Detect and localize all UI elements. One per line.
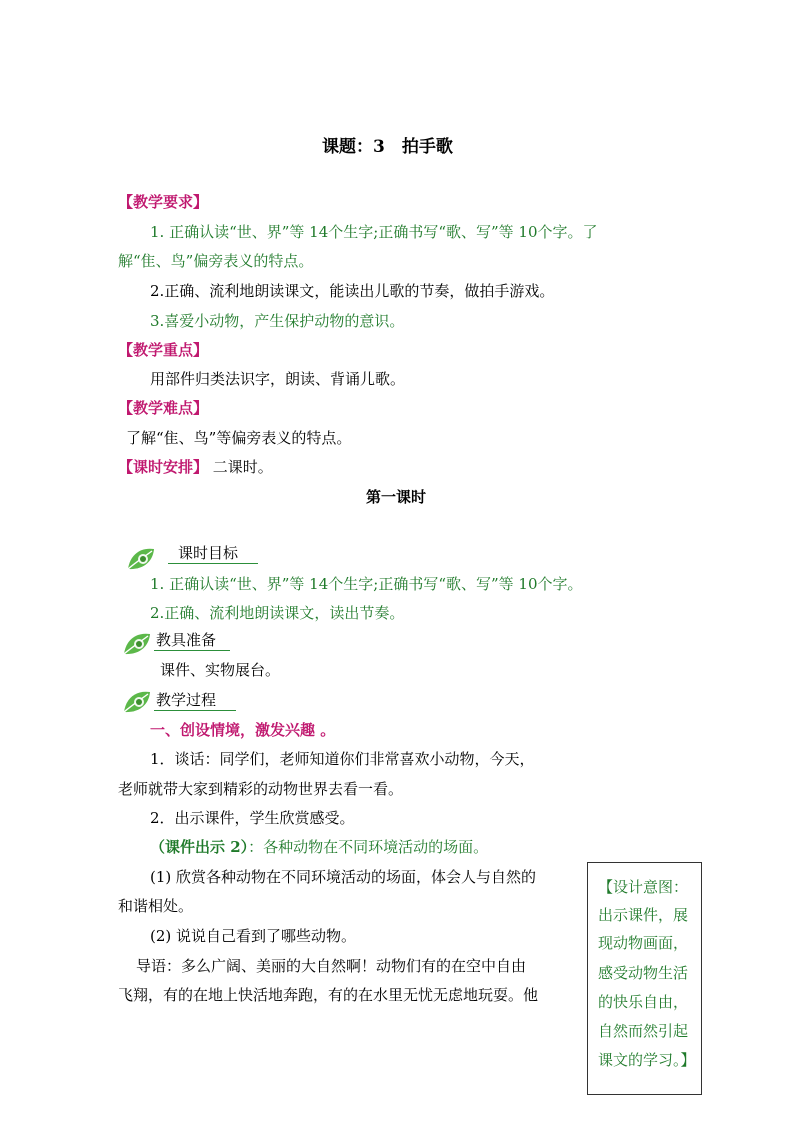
difficulties-heading: 【教学难点】 xyxy=(118,399,209,417)
process-underline xyxy=(154,710,236,711)
courseware-text: ：各种动物在不同环境活动的场面。 xyxy=(248,838,489,856)
prep-text: 课件、实物展台。 xyxy=(160,661,281,679)
goal-1: 1. 正确认读“世、界”等 14个生字;正确书写“歌、写”等 10个字。 xyxy=(150,575,583,593)
requirement-3: 3.喜爱小动物，产生保护动物的意识。 xyxy=(150,312,405,330)
paragraph-4: (2) 说说自己看到了哪些动物。 xyxy=(150,927,357,945)
paragraph-5-line-1: 导语：多么广阔、美丽的大自然啊！动物们有的在空中自由 xyxy=(136,957,527,975)
schedule-text: 二课时。 xyxy=(212,458,273,476)
design-intent-line: 自然而然引起 xyxy=(598,1022,689,1040)
design-intent-line: 课文的学习。】 xyxy=(598,1051,696,1069)
requirement-1-line-1: 1. 正确认读“世、界”等 14个生字;正确书写“歌、写”等 10个字。了 xyxy=(150,223,598,241)
leaf-icon xyxy=(122,688,152,714)
key-points-heading: 【教学重点】 xyxy=(118,341,209,359)
paragraph-5-line-2: 飞翔，有的在地上快活地奔跑，有的在水里无忧无虑地玩耍。他 xyxy=(118,986,539,1004)
requirements-heading: 【教学要求】 xyxy=(118,193,209,211)
prep-underline xyxy=(154,650,230,651)
design-intent-line: 【设计意图： xyxy=(598,878,689,896)
paragraph-2: 2．出示课件，学生欣赏感受。 xyxy=(150,809,355,827)
design-intent-line: 的快乐自由， xyxy=(598,993,689,1011)
courseware-row xyxy=(150,837,488,857)
goals-heading: 课时目标 xyxy=(178,544,239,562)
paragraph-3-line-1: (1) 欣赏各种动物在不同环境活动的场面，体会人与自然的 xyxy=(150,868,537,886)
step-1-heading: 一、创设情境，激发兴趣 。 xyxy=(150,721,336,739)
design-intent-line: 出示课件，展 xyxy=(598,906,689,924)
prep-heading: 教具准备 xyxy=(156,631,217,649)
leaf-icon xyxy=(126,545,156,571)
process-heading: 教学过程 xyxy=(156,691,217,709)
goals-underline xyxy=(168,563,258,564)
design-intent-line: 现动物画面， xyxy=(598,934,689,952)
requirement-1-line-2: 解“隹、鸟”偏旁表义的特点。 xyxy=(118,252,314,270)
paragraph-1-line-2: 老师就带大家到精彩的动物世界去看一看。 xyxy=(118,780,404,798)
difficulties-text: 了解“隹、鸟”等偏旁表义的特点。 xyxy=(126,429,352,447)
schedule-row xyxy=(118,457,273,477)
key-points-text: 用部件归类法识字，朗读、背诵儿歌。 xyxy=(150,370,406,388)
leaf-icon xyxy=(122,630,152,656)
lesson-title: 第一课时 xyxy=(366,488,427,506)
page-title: 课题：3 拍手歌 xyxy=(322,137,453,157)
paragraph-1-line-1: 1．谈话：同学们，老师知道你们非常喜欢小动物，今天， xyxy=(150,750,535,768)
design-intent-box xyxy=(587,862,702,1095)
design-intent-line: 感受动物生活 xyxy=(598,964,689,982)
requirement-2: 2.正确、流利地朗读课文，能读出儿歌的节奏，做拍手游戏。 xyxy=(150,282,555,300)
courseware-label: （课件出示 2） xyxy=(150,838,249,856)
goal-2: 2.正确、流利地朗读课文，读出节奏。 xyxy=(150,604,405,622)
schedule-heading: 【课时安排】 xyxy=(118,458,209,476)
paragraph-3-line-2: 和谐相处。 xyxy=(118,897,194,915)
